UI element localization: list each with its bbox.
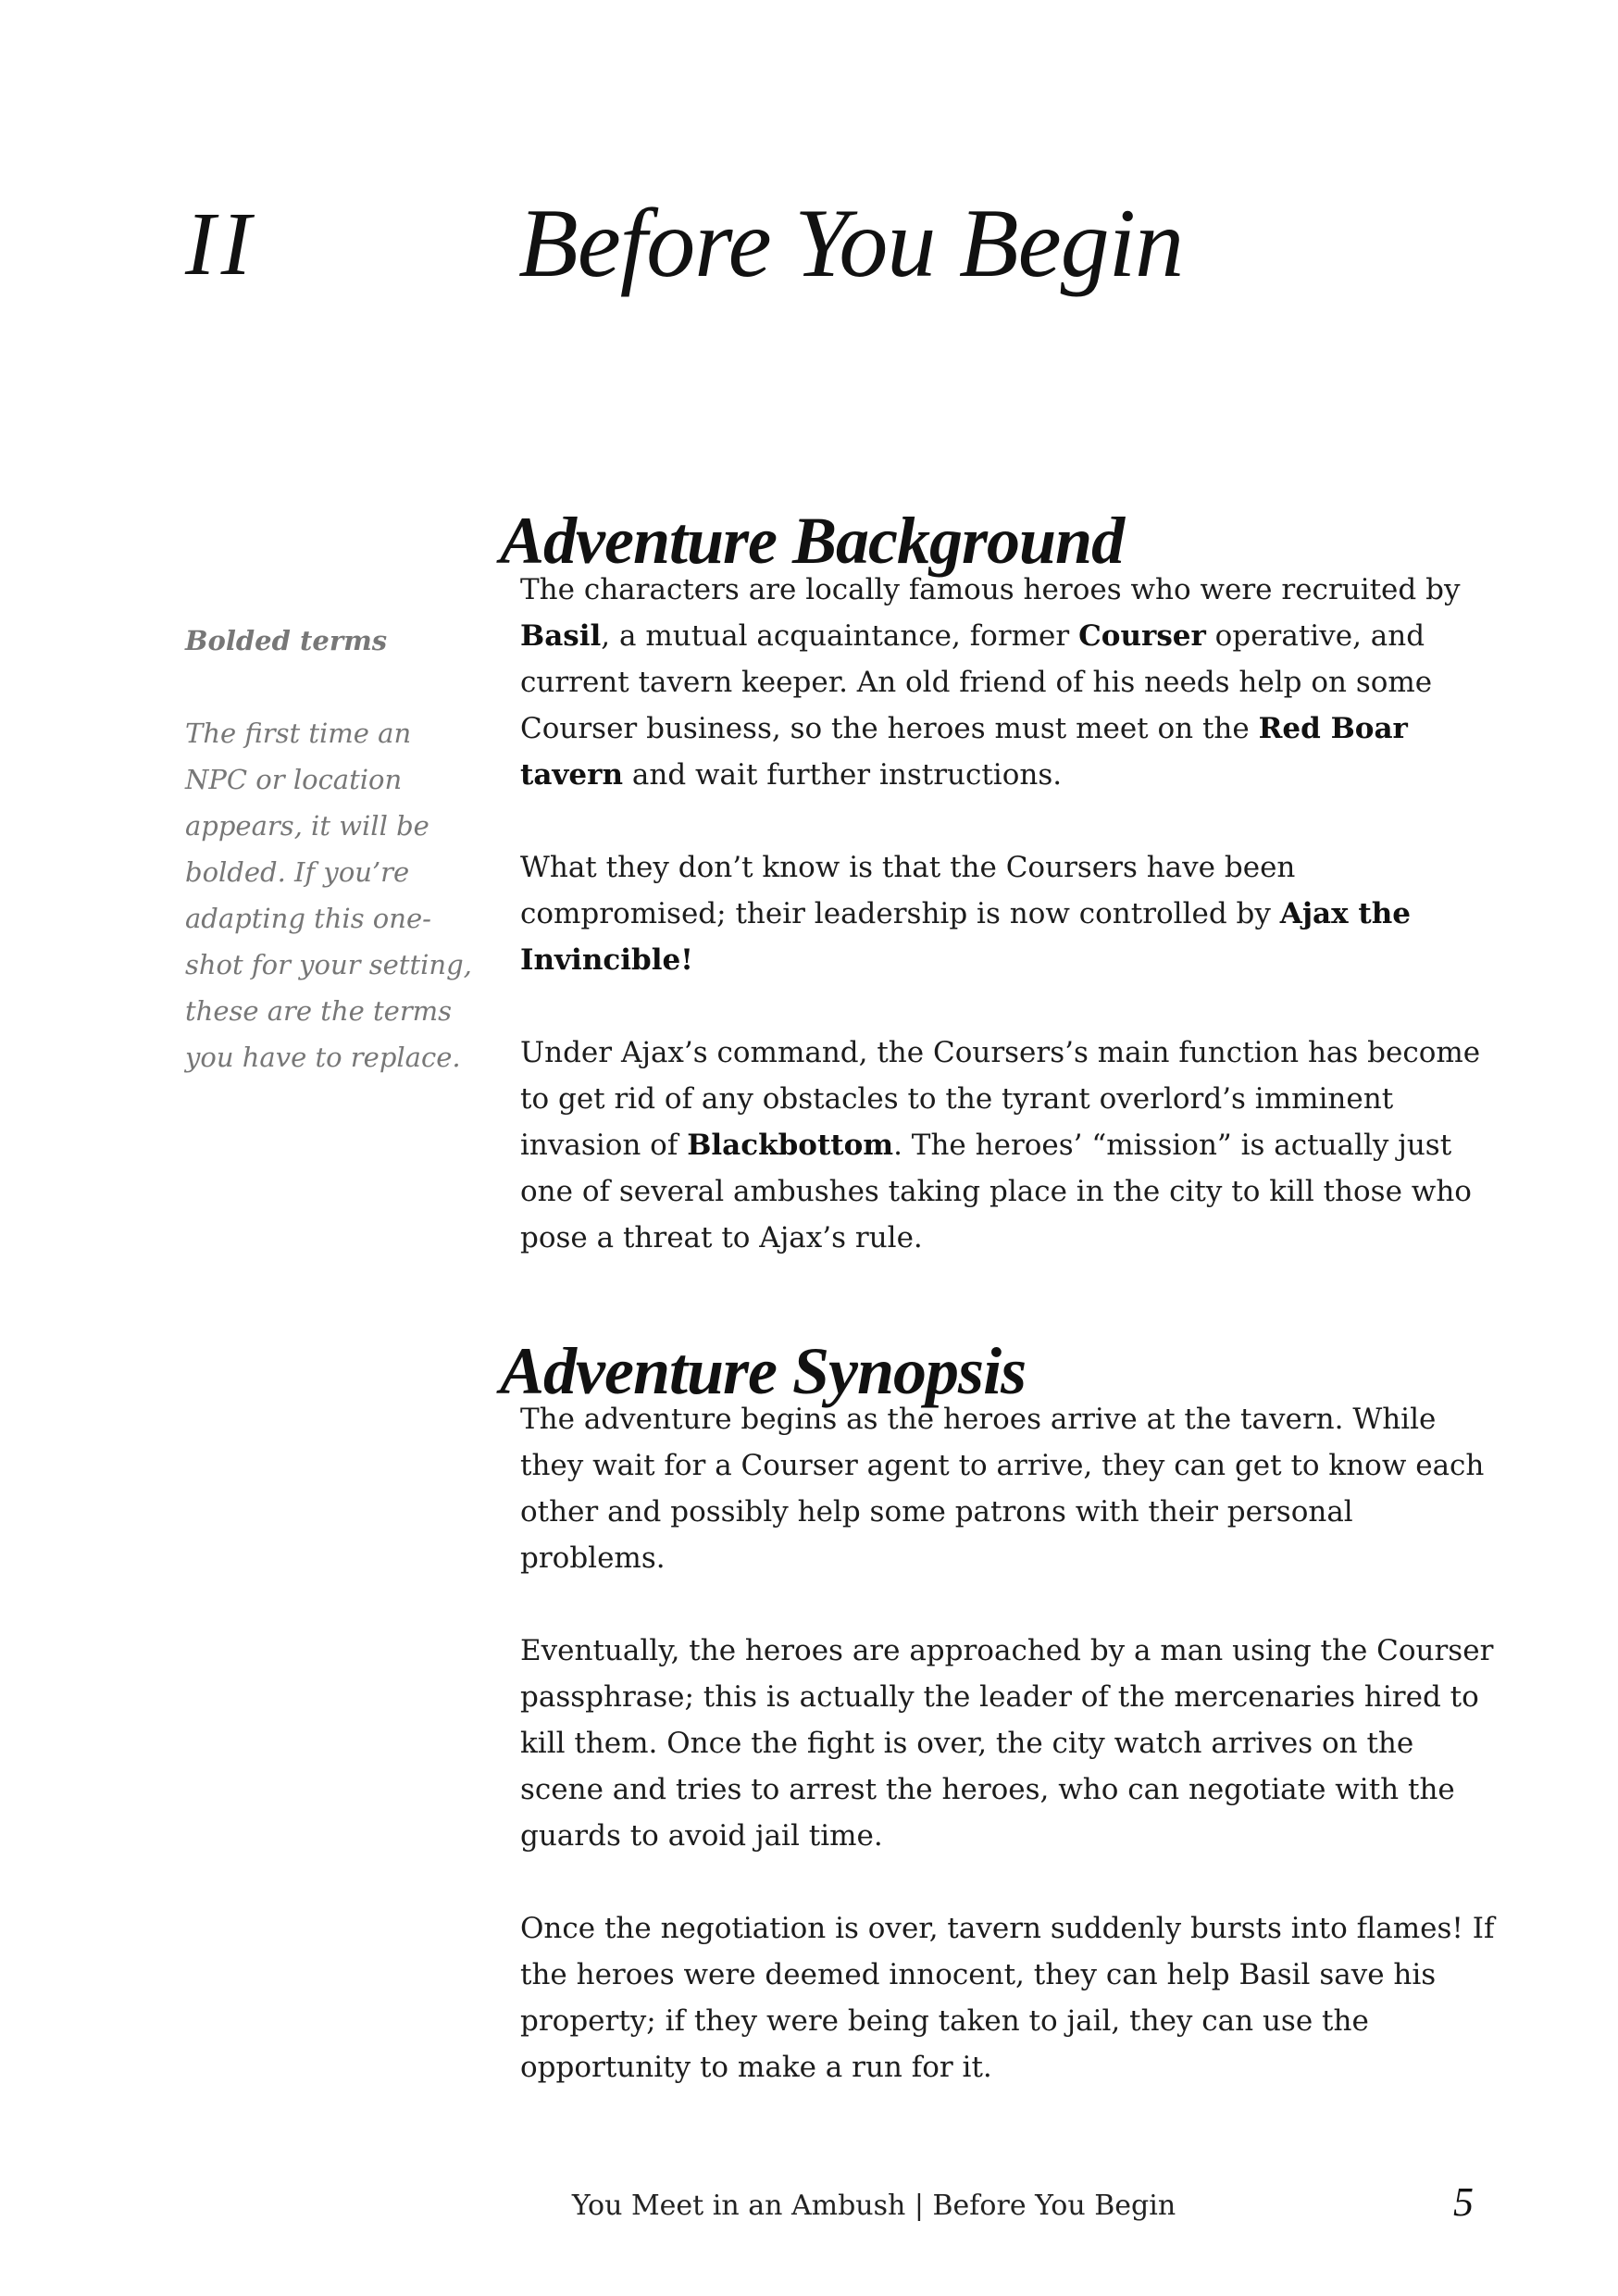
- paragraph-text: The characters are locally famous heroes who were recruited by: [520, 573, 1461, 606]
- body-paragraph: [520, 1628, 1501, 1859]
- paragraph-text: Under Ajax’s command, the Coursers’s main function has become to get rid of any obstacles to the tyrant overlord’s imminent invasion of: [520, 1036, 1481, 1162]
- sidebar-note-title: Bolded terms: [185, 625, 388, 656]
- bolded-term: Basil: [520, 619, 602, 653]
- body-paragraph: [520, 1905, 1501, 2090]
- page-footer: [0, 2179, 1618, 2229]
- section-heading-adventure-synopsis: Adventure Synopsis: [500, 1333, 1027, 1408]
- running-title: You Meet in an Ambush | Before You Begin: [571, 2190, 1176, 2222]
- paragraph-text: What they don’t know is that the Coursers have been compromised; their leadership is now controlled by: [520, 851, 1296, 930]
- paragraph-text: . The heroes’ “mission” is actually just one of several ambushes taking place in the city to kill those who pose a threat to Ajax’s rule.: [520, 1129, 1472, 1254]
- section-body-adventure-background: [520, 567, 1501, 1261]
- page-number: 5: [1453, 2179, 1474, 2225]
- paragraph-text: operative, and current tavern keeper. An old friend of his needs help on some Courser business, so the heroes must meet on the: [520, 619, 1433, 745]
- body-paragraph: [520, 1396, 1501, 1581]
- paragraph-text: Eventually, the heroes are approached by a man using the Courser passphrase; this is actually the leader of the mercenaries hired to kill them. Once the fight is over, the city watch arrives on the scene and tries to arrest the heroes, who can negotiate with the guards to avoid jail time.: [520, 1634, 1494, 1853]
- sidebar-note: [185, 618, 481, 1080]
- body-paragraph: [520, 1029, 1501, 1261]
- section-body-adventure-synopsis: [520, 1396, 1501, 2090]
- chapter-title: Before You Begin: [518, 189, 1184, 297]
- bolded-term: Ajax the Invincible!: [520, 897, 1411, 977]
- paragraph-text: The adventure begins as the heroes arrive at the tavern. While they wait for a Courser agent to arrive, they can get to know each other and possibly help some patrons with their personal problems.: [520, 1403, 1485, 1575]
- paragraph-text: Once the negotiation is over, tavern suddenly bursts into flames! If the heroes were deemed innocent, they can help Basil save his property; if they were being taken to jail, they can use the opportunity to make a run for it.: [520, 1912, 1495, 2084]
- paragraph-text: , a mutual acquaintance, former: [601, 619, 1079, 653]
- bolded-term: Red Boar tavern: [520, 712, 1408, 792]
- paragraph-text: and wait further instructions.: [623, 758, 1063, 792]
- sidebar-note-body: The first time an NPC or location appears, it will be bolded. If you’re adapting this one-shot for your setting, these are the terms you have to replace.: [185, 718, 472, 1073]
- body-paragraph: [520, 567, 1501, 798]
- bolded-term: Courser: [1078, 619, 1206, 653]
- section-heading-adventure-background: Adventure Background: [500, 503, 1125, 578]
- bolded-term: Blackbottom: [687, 1129, 894, 1162]
- body-paragraph: [520, 844, 1501, 983]
- chapter-numeral: II: [185, 194, 257, 294]
